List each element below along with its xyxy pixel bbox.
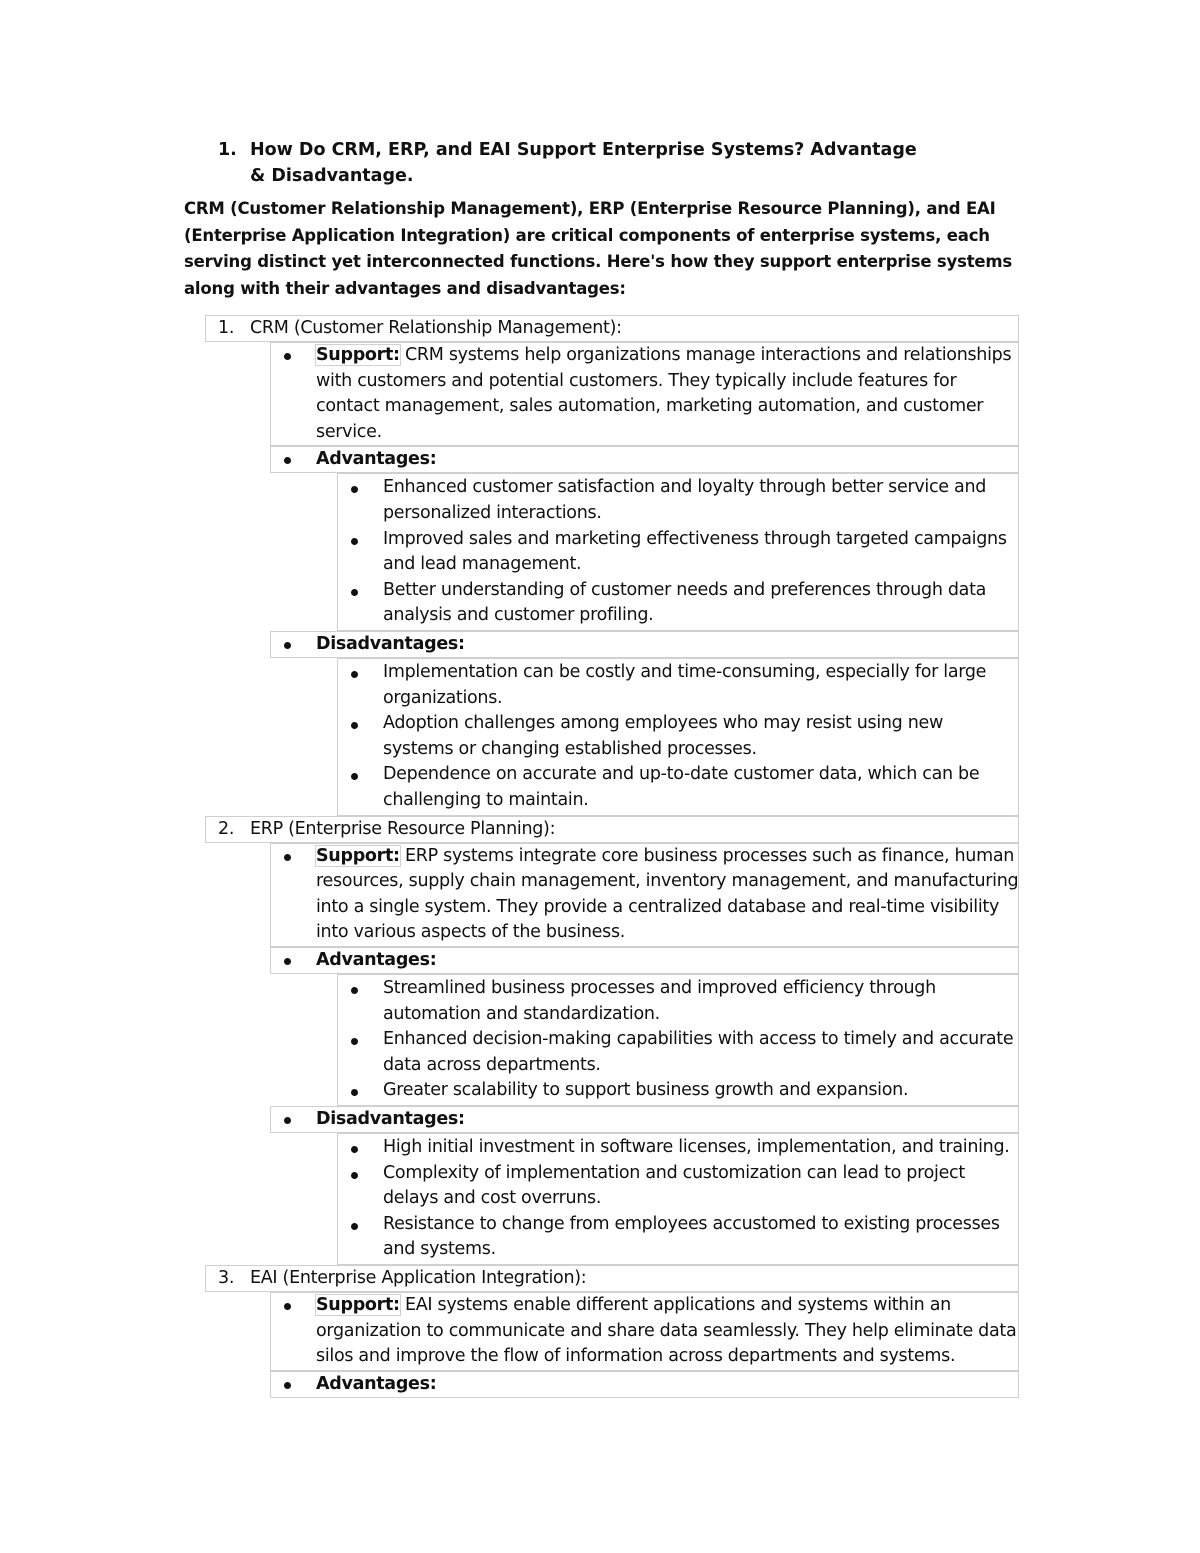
advantages-item: data across departments. (383, 1054, 601, 1075)
disadvantages-item: Resistance to change from employees accustomed to existing processes (383, 1213, 1000, 1234)
section-number: 2. (218, 818, 235, 839)
disadvantages-item: and systems. (383, 1239, 496, 1260)
support-text: with customers and potential customers. They typically include features for (316, 370, 957, 391)
bullet-icon (351, 589, 358, 596)
support-first-line (316, 343, 1011, 369)
bullet-icon (351, 1223, 358, 1230)
support-text: EAI systems enable different applications and systems within an (399, 1295, 951, 1315)
advantages-item: and lead management. (383, 554, 582, 575)
support-text: into various aspects of the business. (316, 922, 626, 943)
disadvantages-label: Disadvantages: (316, 634, 465, 654)
disadvantages-item: Dependence on accurate and up-to-date customer data, which can be (383, 764, 980, 785)
advantages-item: personalized interactions. (383, 503, 602, 523)
section-title: CRM (Customer Relationship Management): (250, 318, 622, 338)
bullet-icon (284, 1117, 291, 1124)
section-number: 1. (218, 318, 235, 338)
disadvantages-item: systems or changing established processes. (383, 738, 757, 759)
support-label: Support: (316, 1295, 400, 1315)
bullet-icon (284, 958, 291, 965)
heading-number: 1. (218, 140, 237, 160)
disadvantages-item: organizations. (383, 687, 503, 708)
support-text: contact management, sales automation, marketing automation, and customer (316, 396, 984, 417)
advantages-label: Advantages: (316, 449, 437, 470)
section-number: 3. (218, 1268, 235, 1288)
bullet-icon (284, 1303, 291, 1310)
advantages-item: Enhanced decision-making capabilities with access to timely and accurate (383, 1029, 1014, 1050)
advantages-label: Advantages: (316, 1373, 437, 1394)
bullet-icon (284, 353, 291, 360)
disadvantages-label: Disadvantages: (316, 1109, 465, 1129)
advantages-item: Improved sales and marketing effectiveness through targeted campaigns (383, 528, 1007, 549)
section-title: EAI (Enterprise Application Integration): (250, 1268, 587, 1288)
support-text: into a single system. They provide a centralized database and real-time visibility (316, 896, 1000, 917)
bullet-icon (351, 1172, 358, 1179)
support-text: resources, supply chain management, inventory management, and manufacturing (316, 871, 1019, 892)
advantages-label: Advantages: (316, 950, 437, 970)
bullet-icon (351, 987, 358, 994)
advantages-item: Streamlined business processes and improved efficiency through (383, 978, 936, 998)
support-text: ERP systems integrate core business processes such as finance, human (399, 845, 1015, 866)
bullet-icon (351, 538, 358, 545)
disadvantages-item: Complexity of implementation and customization can lead to project (383, 1162, 965, 1183)
support-first-line (316, 1293, 951, 1319)
support-text: silos and improve the flow of information across departments and systems. (316, 1346, 956, 1367)
disadvantages-item: Adoption challenges among employees who may resist using new (383, 713, 944, 734)
support-text: organization to communicate and share data seamlessly. They help eliminate data (316, 1320, 1017, 1341)
bullet-icon (284, 1382, 291, 1389)
disadvantages-item: delays and cost overruns. (383, 1188, 602, 1209)
disadvantages-item: challenging to maintain. (383, 790, 589, 810)
support-label: Support: (316, 345, 400, 365)
section-title: ERP (Enterprise Resource Planning): (250, 818, 556, 839)
bullet-icon (284, 642, 291, 649)
support-text: CRM systems help organizations manage interactions and relationships (399, 345, 1012, 365)
disadvantages-item: High initial investment in software licenses, implementation, and training. (383, 1137, 1010, 1157)
support-label: Support: (316, 845, 400, 866)
bullet-icon (351, 1146, 358, 1153)
heading-text: How Do CRM, ERP, and EAI Support Enterprise Systems? Advantage & Disadvantage. (250, 140, 917, 186)
disadvantages-item: Implementation can be costly and time-consuming, especially for large (383, 662, 987, 682)
advantages-item: Better understanding of customer needs and preferences through data (383, 579, 987, 600)
advantages-item: Greater scalability to support business growth and expansion. (383, 1080, 909, 1101)
bullet-icon (351, 671, 358, 678)
advantages-item: automation and standardization. (383, 1003, 660, 1024)
intro-paragraph: CRM (Customer Relationship Management), ERP (Enterprise Resource Planning), and EAI (Enterprise Application Integration) are critical components of enterprise systems, each serving distinct yet interconnected functions. Here's how they support enterprise systems along with their advantages and disadvantages: (184, 199, 1013, 298)
advantages-item: Enhanced customer satisfaction and loyalty through better service and (383, 477, 987, 498)
support-first-line (316, 844, 1014, 870)
support-text: service. (316, 421, 382, 442)
advantages-item: analysis and customer profiling. (383, 605, 654, 626)
bullet-icon (284, 854, 291, 861)
